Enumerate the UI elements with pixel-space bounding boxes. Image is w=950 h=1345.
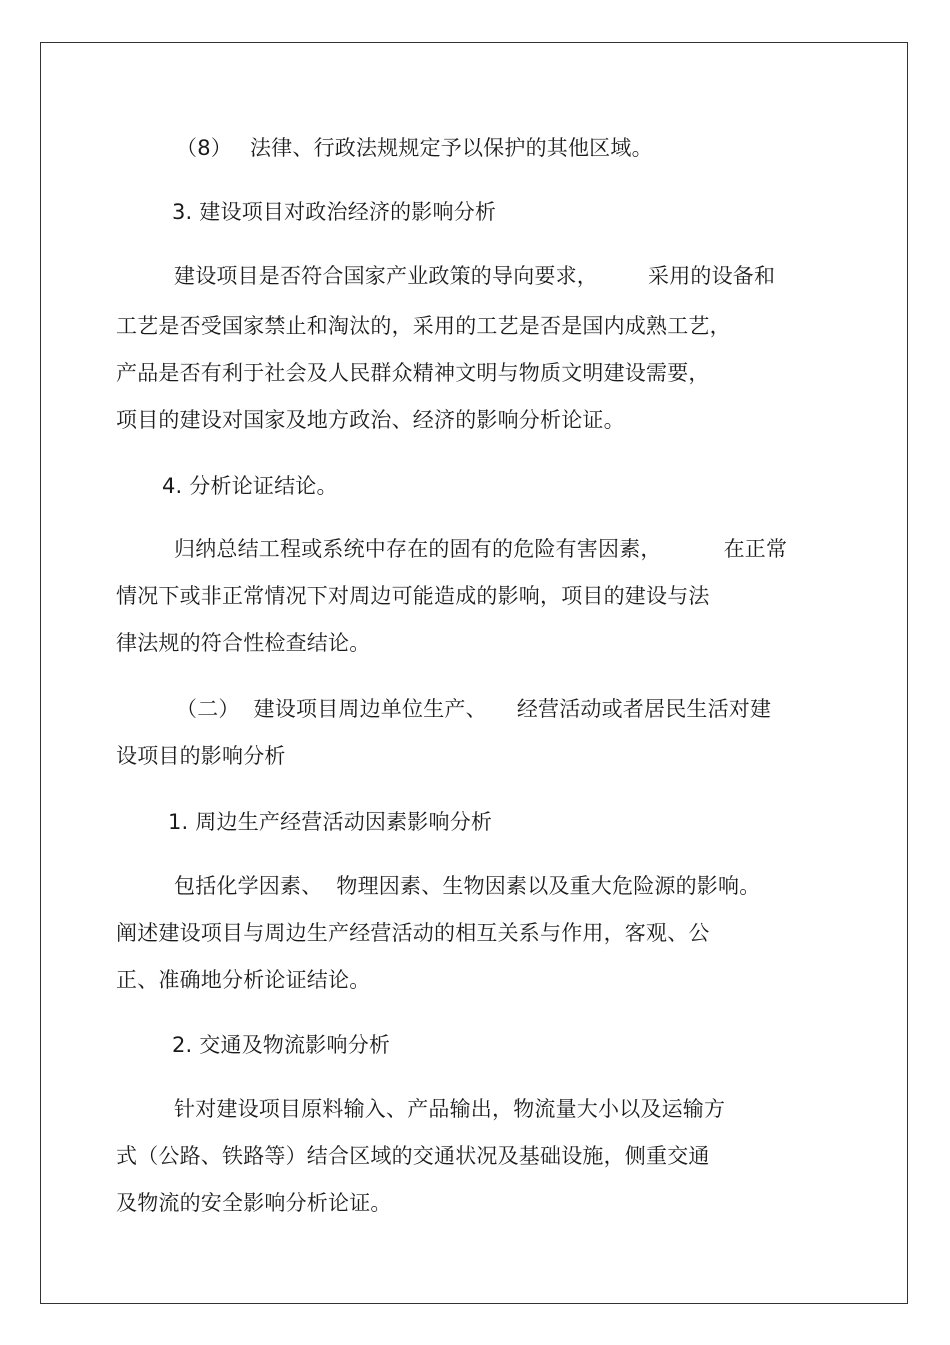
section-2-line-1a: 建设项目周边单位生产、 (253, 697, 487, 721)
paragraph-4-line-1b: 在正常 (723, 537, 788, 561)
item-8 (176, 134, 653, 162)
paragraph-2-1-line-2: 阐述建设项目与周边生产经营活动的相互关系与作用，客观、公 (116, 921, 710, 945)
paragraph-3-line-2: 工艺是否受国家禁止和淘汰的，采用的工艺是否是国内成熟工艺， (116, 314, 731, 338)
item-8-text: 法律、行政法规规定予以保护的其他区域。 (249, 136, 653, 160)
paragraph-4-line-1 (174, 535, 787, 563)
paragraph-2-1-line-1a: 包括化学因素、 (174, 874, 323, 898)
paragraph-2-1-line-1 (174, 872, 760, 900)
section-2-number: （二） (176, 697, 240, 721)
paragraph-4-line-2: 情况下或非正常情况下对周边可能造成的影响，项目的建设与法 (116, 584, 710, 608)
section-2-heading-line-1 (176, 695, 771, 723)
paragraph-3-line-1b: 采用的设备和 (648, 264, 776, 288)
paragraph-2-2-line-2: 式（公路、铁路等）结合区域的交通状况及基础设施，侧重交通 (116, 1144, 710, 1168)
paragraph-2-2-line-3: 及物流的安全影响分析论证。 (116, 1191, 392, 1215)
paragraph-3-line-1 (174, 262, 775, 290)
paragraph-3-line-1a: 建设项目是否符合国家产业政策的导向要求， (174, 264, 598, 288)
section-2-heading-line-2: 设项目的影响分析 (116, 744, 286, 768)
paragraph-3-line-4: 项目的建设对国家及地方政治、经济的影响分析论证。 (116, 408, 625, 432)
paragraph-2-2-line-1: 针对建设项目原料输入、产品输出，物流量大小以及运输方 (174, 1097, 726, 1121)
paragraph-4-line-1a: 归纳总结工程或系统中存在的固有的危险有害因素， (174, 537, 662, 561)
paragraph-4-line-3: 律法规的符合性检查结论。 (116, 631, 371, 655)
section-2-line-1b: 经营活动或者居民生活对建 (516, 697, 772, 721)
heading-2-1: 1. 周边生产经营活动因素影响分析 (168, 810, 493, 834)
paragraph-2-1-line-3: 正、准确地分析论证结论。 (116, 968, 371, 992)
heading-4: 4. 分析论证结论。 (162, 474, 338, 498)
heading-3: 3. 建设项目对政治经济的影响分析 (172, 200, 497, 224)
paragraph-2-1-line-1b: 物理因素、生物因素以及重大危险源的影响。 (336, 874, 761, 898)
heading-2-2: 2. 交通及物流影响分析 (172, 1033, 391, 1057)
item-8-number: （8） (176, 136, 232, 160)
paragraph-3-line-3: 产品是否有利于社会及人民群众精神文明与物质文明建设需要， (116, 361, 710, 385)
